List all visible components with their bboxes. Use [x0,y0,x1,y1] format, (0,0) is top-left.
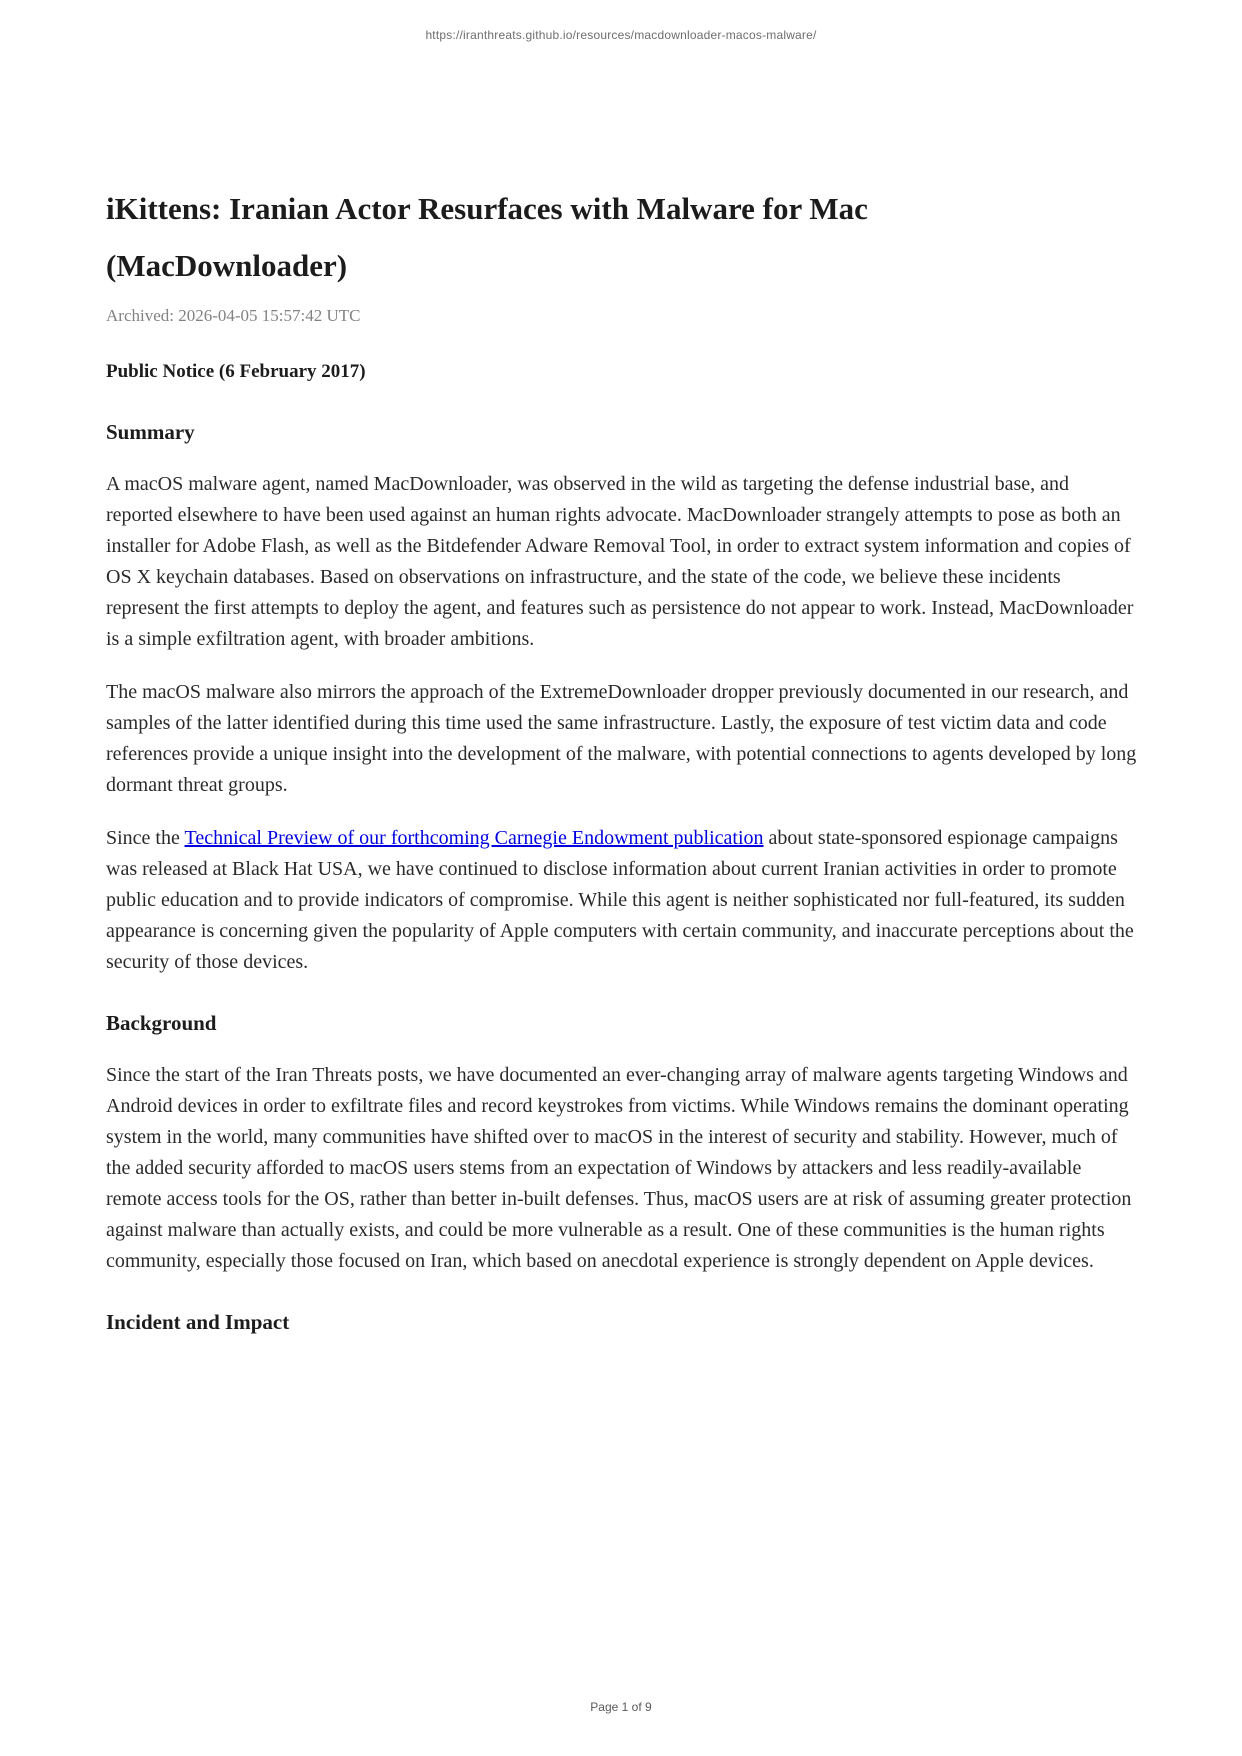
section-heading-background: Background [106,1011,217,1035]
summary-paragraph-3 [106,823,1138,978]
article-content [106,0,1138,1337]
print-header-url: https://iranthreats.github.io/resources/macdownloader-macos-malware/ [425,28,817,42]
section-heading-incident-and-impact: Incident and Impact [106,1310,290,1334]
public-notice-heading: Public Notice (6 February 2017) [106,361,366,382]
page-title: iKittens: Iranian Actor Resurfaces with Malware for Mac (MacDownloader) [106,191,868,283]
summary-paragraph-2: The macOS malware also mirrors the approach of the ExtremeDownloader dropper previously documented in our research, and samples of the latter identified during this time used the same infrastructure. Lastly, the exposure of test victim data and code references provide a unique insight into the development of the malware, with potential connections to agents developed by long dormant threat groups. [106,681,1137,796]
summary-paragraph-3-pre: Since the [106,827,185,849]
background-paragraph-1: Since the start of the Iran Threats posts, we have documented an ever-changing array of malware agents targeting Windows and Android devices in order to exfiltrate files and record keystrokes from victims. While Windows remains the dominant operating system in the world, many communities have shifted over to macOS in the interest of security and stability. However, much of the added security afforded to macOS users stems from an expectation of Windows by attackers and less readily-available remote access tools for the OS, rather than better in-built defenses. Thus, macOS users are at risk of assuming greater protection against malware than actually exists, and could be more vulnerable as a result. One of these communities is the human rights community, especially those focused on Iran, which based on anecdotal experience is strongly dependent on Apple devices. [106,1064,1132,1272]
summary-paragraph-1: A macOS malware agent, named MacDownloader, was observed in the wild as targeting the defense industrial base, and reported elsewhere to have been used against an human rights advocate. MacDownloader strangely attempts to pose as both an installer for Adobe Flash, as well as the Bitdefender Adware Removal Tool, in order to extract system information and copies of OS X keychain databases. Based on observations on infrastructure, and the state of the code, we believe these incidents represent the first attempts to deploy the agent, and features such as persistence do not appear to work. Instead, MacDownloader is a simple exfiltration agent, with broader ambitions. [106,473,1134,650]
section-heading-summary: Summary [106,420,195,444]
archived-timestamp: Archived: 2026-04-05 15:57:42 UTC [106,306,361,325]
carnegie-publication-link[interactable]: Technical Preview of our forthcoming Carnegie Endowment publication [184,827,764,849]
page-number-footer: Page 1 of 9 [590,1700,652,1714]
summary-paragraph-3-post: about state-sponsored espionage campaigns was released at Black Hat USA, we have continued to disclose information about current Iranian activities in order to promote public education and to provide indicators of compromise. While this agent is neither sophisticated nor full-featured, its sudden appearance is concerning given the popularity of Apple computers with certain community, and inaccurate perceptions about the security of those devices. [106,827,1134,973]
